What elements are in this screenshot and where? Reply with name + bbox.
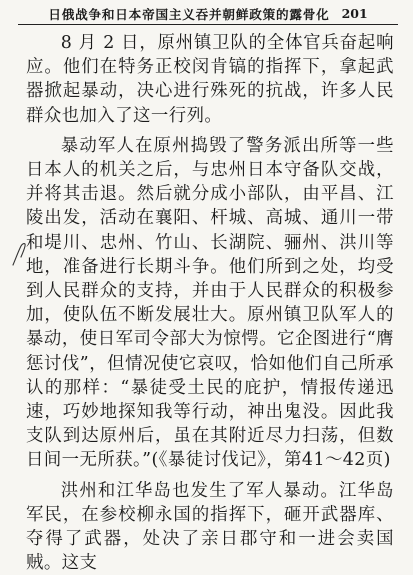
paragraph: 暴动军人在原州捣毁了警务派出所等一些日本人的机关之后，与忠州日本守备队交战，并将其击退。然后就分成小部队，由平昌、江陵出发，活动在襄阳、杆城、高城、通川一带和堤川、忠州、竹山、长湖院、骊州、洪川等地，准备进行长期斗争。他们所到之处，均受到人民群众的支持，并由于人民群众的积极参加，使队伍不断发展壮大。原州镇卫队军人的暴动，使日军司令部大为惊愕。它企图进行“膺惩讨伐”，但情况使它哀叹，恰如他们自己所承认的那样：“暴徒受土民的庇护，情报传递迅速，巧妙地探知我等行动，神出鬼没。因此我支队到达原州后，虽在其附近尽力扫荡，但数日间一无所获。”(《暴徒讨伐记》，第41～42页) [26, 135, 394, 471]
page-number: 201 [341, 5, 368, 21]
running-header [16, 3, 400, 23]
header-rule [18, 24, 398, 25]
body-text [26, 31, 394, 575]
paragraph: 8 月 2 日，原州镇卫队的全体官兵奋起响应。他们在特务正校闵肯镐的指挥下，拿起武器掀起暴动，决心进行殊死的抗战，许多人民群众也加入了这一行列。 [26, 33, 394, 126]
paragraph: 洪州和江华岛也发生了军人暴动。江华岛军民，在参校柳永国的指挥下，砸开武器库、夺得了武器，处决了亲日郡守和一进会卖国贼。这支 [26, 480, 394, 574]
running-title: 日俄战争和日本帝国主义吞并朝鲜政策的露骨化 [48, 6, 330, 22]
